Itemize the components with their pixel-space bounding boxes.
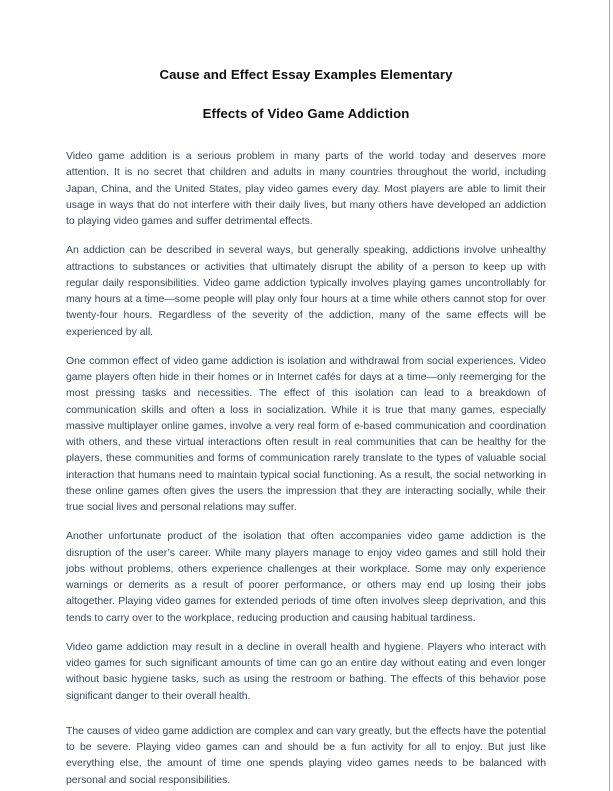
document-text-column xyxy=(66,0,546,789)
body-paragraph-3: One common effect of video game addiction is isolation and withdrawal from social experiences. Video game players often hide in their homes or in Internet cafés for days at a time—only reemerging for the most pressing tasks and necessities. The effect of this isolation can lead to a breakdown of communication skills and often a loss in socialization. While it is true that many games, especially massive multiplayer online games, involve a very real form of e-based communication and coordination with others, and these virtual interactions often result in real communities that can be healthy for the players, these communities and forms of communication rarely translate to the types of valuable social interaction that humans need to maintain typical social functioning. As a result, the social networking in these online games often gives the users the impression that they are interacting socially, while their true social lives and personal relations may suffer. xyxy=(66,355,546,513)
body-paragraph-4: Another unfortunate product of the isolation that often accompanies video game addiction is the disruption of the user’s career. While many players manage to enjoy video games and still hold their jobs without problems, others experience challenges at their workplace. Some may only experience warnings or demerits as a result of poorer performance, or others may end up losing their jobs altogether. Playing video games for extended periods of time often involves sleep deprivation, and this tends to carry over to the workplace, reducing production and causing habitual tardiness. xyxy=(66,531,546,624)
page-edge-rule xyxy=(609,0,610,791)
body-paragraph-5: Video game addiction may result in a decline in overall health and hygiene. Players who interact with video games for such significant amounts of time can go an entire day without eating and even longer without basic hygiene tasks, such as using the restroom or bathing. The effects of this behavior pose significant danger to their overall health. xyxy=(66,641,546,702)
document-title: Cause and Effect Essay Examples Elementary xyxy=(159,67,453,82)
document-subtitle: Effects of Video Game Addiction xyxy=(202,106,410,121)
body-paragraph-1: Video game addition is a serious problem in many parts of the world today and deserves more attention. It is no secret that children and adults in many countries throughout the world, including Japan, China, and the United States, play video games every day. Most players are able to limit their usage in ways that do not interfere with their daily lives, but many others have developed an addiction to playing video games and suffer detrimental effects. xyxy=(66,151,546,227)
body-paragraph-2: An addiction can be described in several ways, but generally speaking, addictions involve unhealthy attractions to substances or activities that ultimately disrupt the ability of a person to keep up with regular daily responsibilities. Video game addiction typically involves playing games uncontrollably for many hours at a time—some people will play only four hours at a time while others cannot stop for over twenty-four hours. Regardless of the severity of the addiction, many of the same effects will be experienced by all. xyxy=(66,245,546,338)
body-paragraph-6: The causes of video game addiction are complex and can vary greatly, but the effects have the potential to be severe. Playing video games can and should be a fun activity for all to enjoy. But just like everything else, the amount of time one spends playing video games needs to be balanced with personal and social responsibilities. xyxy=(66,725,546,786)
